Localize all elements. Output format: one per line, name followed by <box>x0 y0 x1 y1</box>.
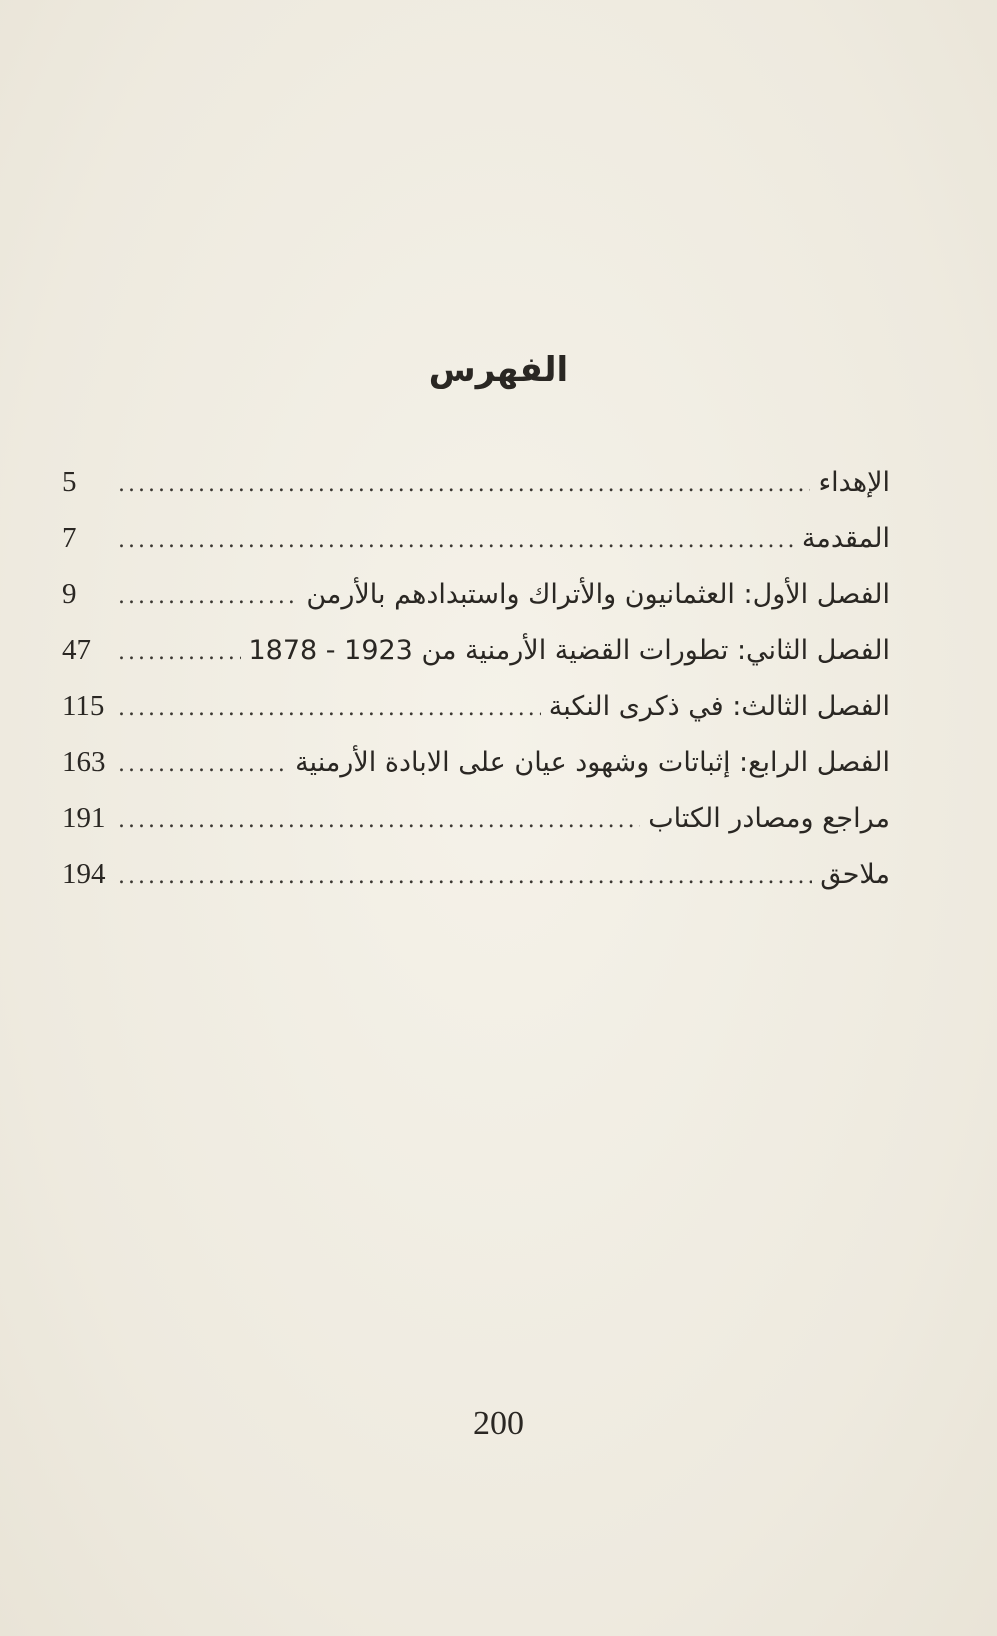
toc-entry-page: 194 <box>62 858 106 890</box>
toc-entry-page: 9 <box>62 578 77 610</box>
toc-entry-page: 7 <box>62 522 77 554</box>
toc-entry-label: المقدمة <box>801 523 890 554</box>
dot-leader <box>118 689 541 729</box>
toc-entry-chapter-2 <box>62 630 890 686</box>
toc-entry-label: الإهداء <box>818 467 890 498</box>
page-number: 200 <box>473 1405 524 1442</box>
dot-leader <box>118 801 640 841</box>
toc-entry-introduction <box>62 518 890 574</box>
toc-entry-label: الفصل الثاني: تطورات القضية الأرمنية من 1923 - 1878 <box>248 635 890 666</box>
toc-entry-chapter-3 <box>62 686 890 742</box>
table-of-contents <box>62 462 890 910</box>
toc-entry-page: 191 <box>62 802 106 834</box>
toc-entry-dedication <box>62 462 890 518</box>
dot-leader <box>118 521 794 561</box>
toc-entry-label: مراجع ومصادر الكتاب <box>648 803 890 834</box>
toc-entry-chapter-4 <box>62 742 890 798</box>
toc-entry-page: 5 <box>62 466 77 498</box>
toc-entry-appendices <box>62 854 890 910</box>
toc-entry-label: الفصل الأول: العثمانيون والأتراك واستبدادهم بالأرمن <box>306 579 890 610</box>
toc-entry-references <box>62 798 890 854</box>
dot-leader <box>118 745 287 785</box>
toc-entry-label: الفصل الثالث: في ذكرى النكبة <box>548 691 890 722</box>
toc-entry-label: الفصل الرابع: إثباتات وشهود عيان على الابادة الأرمنية <box>295 747 890 778</box>
toc-entry-page: 115 <box>62 690 105 722</box>
toc-entry-chapter-1 <box>62 574 890 630</box>
toc-entry-page: 47 <box>62 634 91 666</box>
dot-leader <box>118 577 298 617</box>
dot-leader <box>118 465 810 505</box>
dot-leader <box>118 857 812 897</box>
toc-entry-label: ملاحق <box>820 859 890 890</box>
page-title: الفهرس <box>428 350 569 390</box>
toc-entry-page: 163 <box>62 746 106 778</box>
dot-leader <box>118 633 241 673</box>
